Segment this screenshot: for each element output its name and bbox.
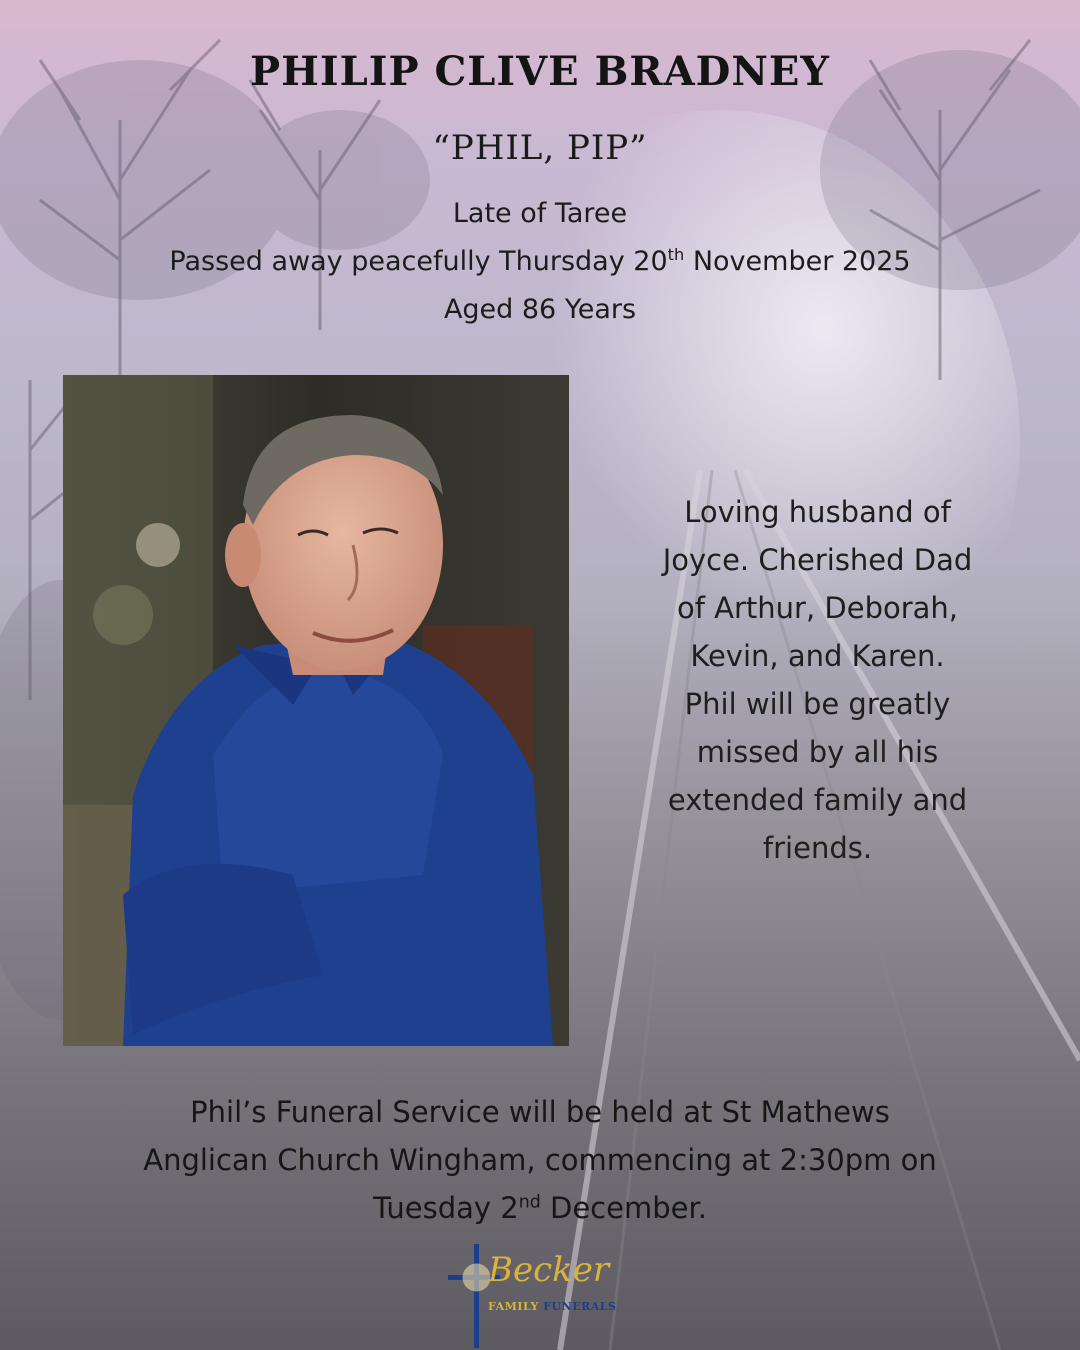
tribute-text <box>630 488 1005 872</box>
logo-subtitle-funerals: FUNERALS <box>543 1300 617 1313</box>
tribute-line: Phil will be greatly <box>684 687 951 721</box>
service-date-ordinal: nd <box>518 1192 541 1213</box>
becker-family-funerals-logo <box>440 1242 640 1350</box>
tribute-line: Joyce. Cherished Dad <box>662 543 973 577</box>
tribute-line: friends. <box>762 831 873 865</box>
logo-wordmark: Becker <box>488 1250 610 1290</box>
passed-away-ordinal: th <box>667 245 685 264</box>
nickname: “PHIL, PIP” <box>432 128 648 168</box>
logo-subtitle <box>488 1300 616 1313</box>
tribute-line: Loving husband of <box>684 495 951 529</box>
portrait-photo <box>63 375 569 1046</box>
passed-away-suffix: November 2025 <box>684 246 911 277</box>
tribute-line: Kevin, and Karen. <box>690 639 945 673</box>
age-text: Aged 86 Years <box>443 294 637 325</box>
service-date-suffix: December. <box>540 1191 707 1225</box>
tribute-line: missed by all his <box>696 735 939 769</box>
tribute-line: extended family and <box>667 783 968 817</box>
tribute-line: of Arthur, Deborah, <box>676 591 959 625</box>
late-of-text: Late of Taree <box>452 198 628 229</box>
service-line-2: Anglican Church Wingham, commencing at 2:30pm on <box>143 1143 937 1177</box>
passed-away-prefix: Passed away peacefully Thursday 20 <box>169 246 668 277</box>
service-line-1: Phil’s Funeral Service will be held at St Mathews <box>190 1095 890 1129</box>
service-line-3 <box>70 1184 1010 1232</box>
service-date-prefix: Tuesday 2 <box>373 1191 519 1225</box>
logo-subtitle-family: FAMILY <box>488 1300 539 1313</box>
deceased-name: PHILIP CLIVE BRADNEY <box>250 48 830 95</box>
passed-away-text <box>0 246 1080 277</box>
service-details <box>70 1088 1010 1232</box>
